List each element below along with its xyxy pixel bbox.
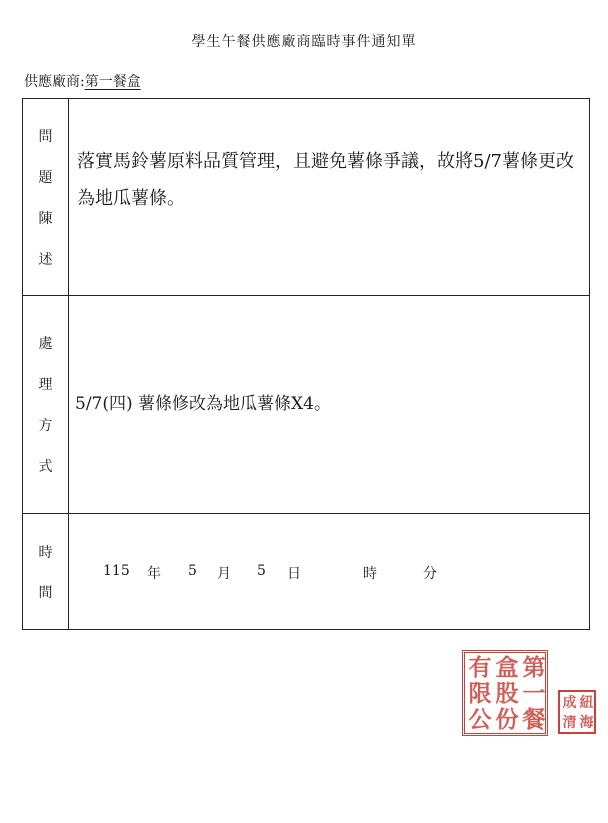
- vendor-name: 第一餐盒: [84, 74, 141, 90]
- handling-label-char: 處: [38, 336, 53, 352]
- handling-label-char: 方: [38, 418, 53, 434]
- year-unit: 年: [147, 566, 161, 582]
- handling-content: [69, 296, 590, 514]
- seal-char: 餐: [522, 706, 546, 733]
- time-row: [23, 514, 590, 630]
- vendor-label: 供應廠商:: [24, 74, 85, 90]
- seal-char: 紐: [579, 695, 594, 711]
- vendor-line: [24, 71, 141, 91]
- seal-char: 有: [468, 654, 492, 681]
- time-content: [69, 514, 590, 630]
- month-unit: 月: [217, 566, 231, 582]
- handling-row: [23, 296, 590, 514]
- handling-label-char: 式: [38, 459, 53, 475]
- company-seals: [462, 650, 602, 740]
- seal-char: 成: [562, 695, 577, 711]
- problem-content: [69, 99, 590, 296]
- seal-char: 盒: [495, 654, 519, 681]
- problem-label: [23, 99, 69, 296]
- problem-label-char: 問: [38, 128, 53, 145]
- document-title: 學生午餐供應廠商臨時事件通知單: [191, 34, 417, 50]
- personal-seal-stamp: [558, 690, 596, 734]
- day-unit: 日: [287, 566, 301, 582]
- seal-char: 股: [495, 680, 519, 707]
- year-value: 115: [103, 563, 130, 579]
- time-label: [23, 514, 69, 630]
- seal-char: 份: [495, 706, 519, 733]
- time-label-char: 時: [38, 544, 53, 561]
- company-seal-stamp: [462, 650, 548, 736]
- problem-row: [23, 99, 590, 296]
- problem-text: 落實馬鈴薯原料品質管理，且避免薯條爭議，故將5/7薯條更改為地瓜薯條。: [77, 151, 574, 209]
- handling-label: [23, 296, 69, 514]
- handling-text: 5/7(四) 薯條修改為地瓜薯條X4。: [75, 394, 331, 414]
- day-value: 5: [257, 563, 266, 579]
- seal-char: 一: [522, 680, 546, 707]
- minute-unit: 分: [423, 566, 437, 582]
- seal-char: 公: [468, 706, 492, 733]
- seal-char: 限: [468, 680, 492, 707]
- notice-table: [22, 98, 590, 630]
- problem-label-char: 陳: [38, 210, 53, 227]
- month-value: 5: [188, 563, 197, 579]
- seal-char: 清: [562, 715, 577, 731]
- problem-label-char: 述: [38, 251, 53, 268]
- hour-unit: 時: [363, 566, 377, 582]
- time-label-char: 間: [38, 584, 53, 601]
- seal-char: 第: [522, 654, 546, 681]
- time-fields: [69, 514, 589, 593]
- handling-label-char: 理: [38, 377, 53, 393]
- problem-label-char: 題: [38, 169, 53, 186]
- seal-char: 海: [579, 715, 594, 731]
